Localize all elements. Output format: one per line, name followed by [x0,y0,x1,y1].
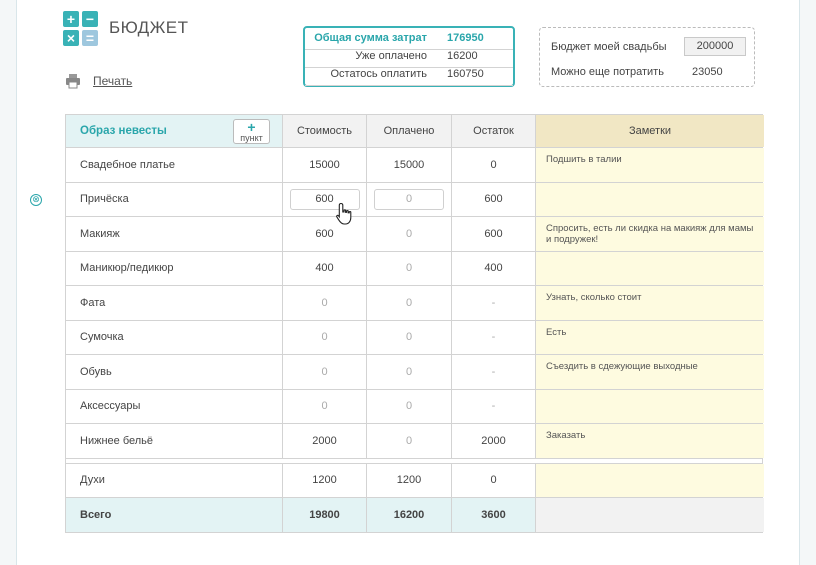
column-header-cost: Стоимость [283,115,367,147]
item-rest: 600 [452,183,536,217]
item-cost-input[interactable]: 600 [290,189,360,210]
wedding-budget-label: Бюджет моей свадьбы [551,41,667,53]
item-note[interactable]: Спросить, есть ли скидка на макияж для мамы и подружек! [536,217,764,251]
item-cost[interactable]: 600 [283,217,367,251]
item-rest: - [452,390,536,424]
item-cost[interactable]: 0 [283,321,367,355]
item-rest: 600 [452,217,536,251]
item-note[interactable]: Узнать, сколько стоит [536,286,764,320]
total-cost: 19800 [283,498,367,532]
item-name[interactable]: Причёска [66,183,283,217]
table-row [66,355,762,390]
total-rest: 3600 [452,498,536,532]
item-paid[interactable]: 15000 [367,148,452,182]
item-name[interactable]: Нижнее бельё [66,424,283,458]
table-row [66,252,762,287]
wedding-budget-input[interactable]: 200000 [684,37,746,56]
item-cost[interactable]: 0 [283,355,367,389]
item-rest: 0 [452,464,536,498]
summary-box [303,26,515,87]
print-label: Печать [93,74,133,88]
add-item-button[interactable] [233,119,270,144]
item-paid[interactable]: 0 [367,217,452,251]
table-row [66,183,762,218]
total-value: 176950 [447,32,484,44]
total-row [66,498,762,532]
item-paid[interactable]: 0 [367,424,452,458]
item-cost[interactable]: 15000 [283,148,367,182]
table-row [66,217,762,252]
left-label: Остатось оплатить [330,68,427,80]
item-paid[interactable]: 0 [367,390,452,424]
print-button[interactable] [65,73,132,89]
item-name[interactable]: Свадебное платье [66,148,283,182]
total-label: Общая сумма затрат [314,32,427,44]
item-note[interactable]: Подшить в талии [536,148,764,182]
item-rest: 2000 [452,424,536,458]
left-value: 160750 [447,68,484,80]
table-row [66,148,762,183]
item-paid[interactable]: 0 [367,355,452,389]
column-header-rest: Остаток [452,115,536,147]
item-cost[interactable]: 0 [283,390,367,424]
column-header-paid: Оплачено [367,115,452,147]
item-note[interactable]: Заказать [536,424,764,458]
table-row [66,424,762,459]
item-name[interactable]: Фата [66,286,283,320]
item-name[interactable]: Аксессуары [66,390,283,424]
calculator-icon: + − × = [63,11,98,46]
item-rest: 400 [452,252,536,286]
item-cost[interactable]: 0 [283,286,367,320]
item-name[interactable]: Макияж [66,217,283,251]
item-cost[interactable]: 400 [283,252,367,286]
printer-icon [65,73,81,89]
add-item-label: пункт [240,133,263,143]
remove-row-icon[interactable]: ⊗ [30,194,42,206]
item-cost[interactable]: 1200 [283,464,367,498]
item-rest: 0 [452,148,536,182]
budget-box [539,27,755,87]
section-title: Образ невесты [80,125,167,137]
budget-table [65,114,763,533]
can-spend-value: 23050 [692,66,723,78]
plus-icon: + [247,119,256,135]
column-header-notes: Заметки [536,115,764,147]
item-paid[interactable]: 0 [367,286,452,320]
item-rest: - [452,321,536,355]
hand-cursor-icon [335,202,355,226]
budget-card [16,0,800,565]
table-row [66,321,762,356]
paid-label: Уже оплачено [355,50,427,62]
item-note[interactable] [536,252,764,286]
item-name[interactable]: Сумочка [66,321,283,355]
can-spend-label: Можно еще потратить [551,66,664,78]
item-name[interactable]: Духи [66,464,283,498]
total-paid: 16200 [367,498,452,532]
table-row [66,464,762,499]
table-row [66,286,762,321]
item-note[interactable]: Съездить в сдежующие выходные [536,355,764,389]
item-paid-input[interactable]: 0 [374,189,444,210]
item-name[interactable]: Маникюр/педикюр [66,252,283,286]
item-rest: - [452,286,536,320]
item-note[interactable] [536,390,764,424]
section-header [66,115,283,147]
item-note[interactable] [536,183,764,217]
item-paid[interactable] [367,183,452,217]
item-name[interactable]: Обувь [66,355,283,389]
item-paid[interactable]: 1200 [367,464,452,498]
paid-value: 16200 [447,50,478,62]
item-rest: - [452,355,536,389]
item-paid[interactable]: 0 [367,252,452,286]
table-row [66,390,762,425]
table-header [66,115,762,148]
item-paid[interactable]: 0 [367,321,452,355]
item-cost[interactable]: 2000 [283,424,367,458]
page-title: БЮДЖЕТ [109,18,189,37]
item-note[interactable]: Есть [536,321,764,355]
total-name: Всего [66,498,283,532]
item-note[interactable] [536,464,764,498]
total-note [536,498,764,532]
